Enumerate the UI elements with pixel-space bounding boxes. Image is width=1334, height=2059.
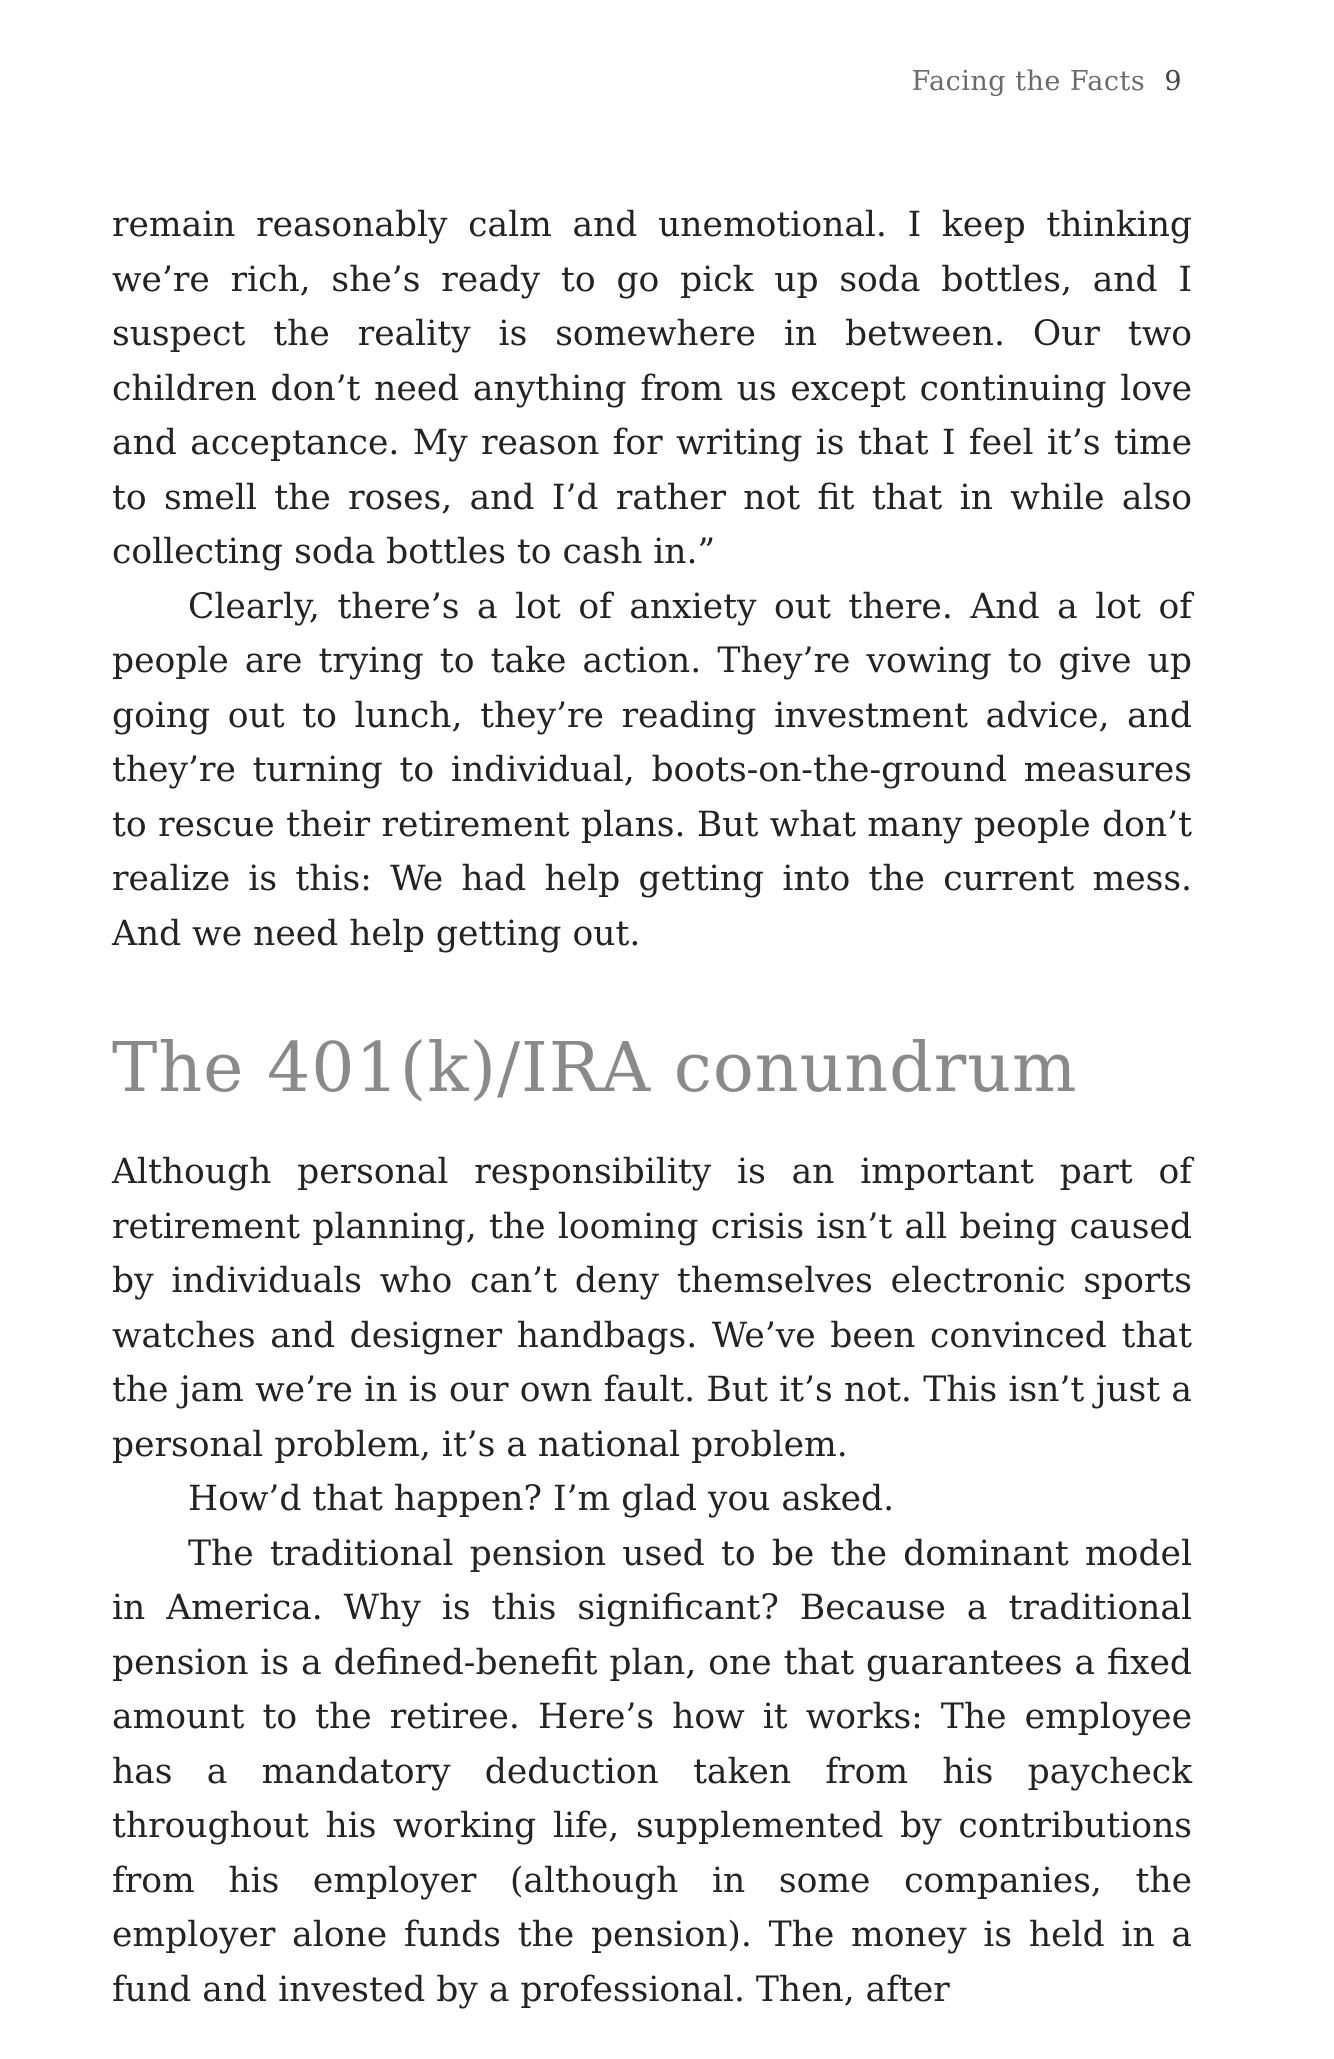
- running-head: [912, 66, 1182, 97]
- body-paragraph-2: Clearly, there’s a lot of anxiety out there. And a lot of people are trying to take action. They’re vowing to give up going out to lunch, they’re reading investment advice, and they’re turning to individual, boots-on-the-ground measures to rescue their retirement plans. But what many people don’t realize is this: We had help getting into the current mess. And we need help getting out.: [112, 586, 1192, 954]
- page-number: 9: [1164, 66, 1182, 97]
- body-paragraph-4: How’d that happen? I’m glad you asked.: [188, 1479, 895, 1519]
- body-paragraph-3: Although personal responsibility is an important part of retirement planning, the looming crisis isn’t all being caused by individuals who can’t deny themselves electronic sports watches and designer handbags. We’ve been convinced that the jam we’re in is our own fault. But it’s not. This isn’t just a personal problem, it’s a national problem.: [112, 1152, 1192, 1465]
- section-heading: The 401(k)/IRA conundrum: [112, 1029, 1078, 1108]
- body-paragraph-5: The traditional pension used to be the dominant model in America. Why is this significant? Because a traditional pension is a defined-benefit plan, one that guarantees a fixed amount to the retiree. Here’s how it works: The employee has a mandatory deduction taken from his paycheck throughout his working life, supplemented by contributions from his employer (although in some companies, the employer alone funds the pension). The money is held in a fund and invested by a professional. Then, after: [112, 1533, 1192, 2010]
- page-body: [112, 198, 1192, 2017]
- body-paragraph-1: remain reasonably calm and unemotional. I keep thinking we’re rich, she’s ready to go pick up soda bottles, and I suspect the reality is somewhere in between. Our two children don’t need anything from us except continuing love and acceptance. My reason for writing is that I feel it’s time to smell the roses, and I’d rather not fit that in while also collecting soda bottles to cash in.”: [112, 205, 1192, 572]
- running-title: Facing the Facts: [911, 66, 1146, 97]
